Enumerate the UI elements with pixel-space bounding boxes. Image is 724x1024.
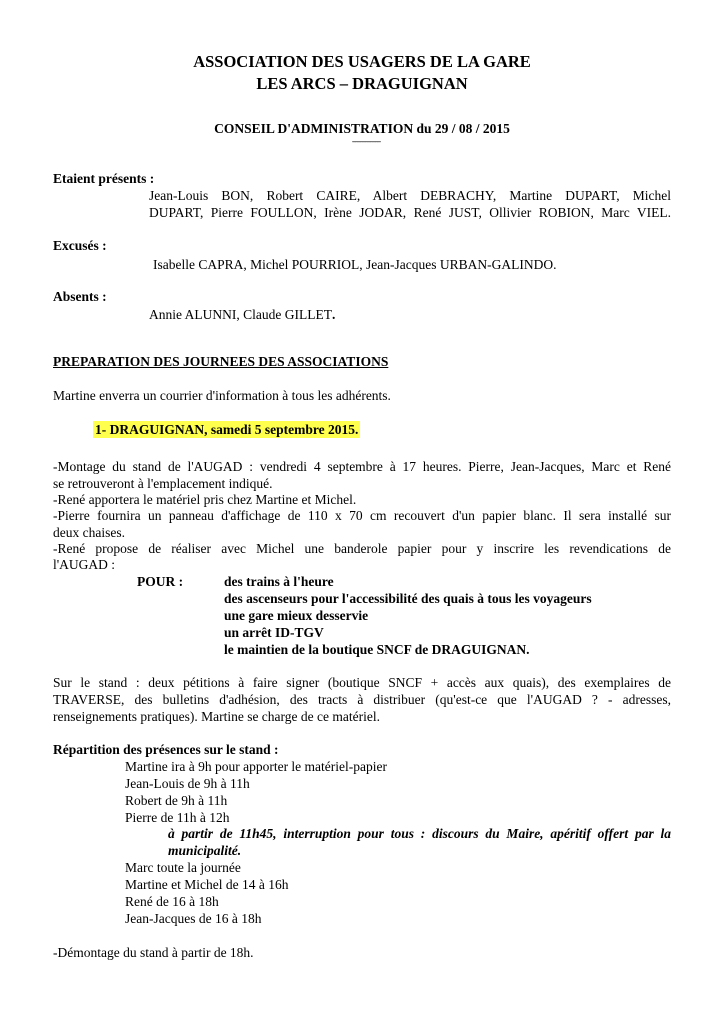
paragraph-banderole-line-1: -René propose de réaliser avec Michel une banderole papier pour y inscrire les revendications de: [53, 541, 671, 556]
subtitle-underline-dots: -----------------: [351, 137, 381, 146]
pour-item: des ascenseurs pour l'accessibilité des quais à tous les voyageurs: [224, 591, 592, 606]
section-intro: Martine enverra un courrier d'information à tous les adhérents.: [53, 388, 391, 403]
section-heading: PREPARATION DES JOURNEES DES ASSOCIATIONS: [53, 354, 389, 369]
title-line-1: ASSOCIATION DES USAGERS DE LA GARE: [193, 52, 531, 71]
excused-names: Isabelle CAPRA, Michel POURRIOL, Jean-Jacques URBAN-GALINDO.: [153, 257, 557, 272]
subheading-draguignan: [93, 421, 360, 438]
pour-item: un arrêt ID-TGV: [224, 625, 324, 640]
schedule-row: René de 16 à 18h: [125, 894, 219, 909]
schedule-row: Robert de 9h à 11h: [125, 793, 228, 808]
schedule-row: Pierre de 11h à 12h: [125, 810, 230, 825]
schedule-note-line-1: à partir de 11h45, interruption pour tous : discours du Maire, apéritif offert par la: [168, 826, 671, 841]
absent-names-period: .: [331, 307, 336, 322]
paragraph-panneau-line-1: -Pierre fournira un panneau d'affichage de 110 x 70 cm recouvert d'un papier blanc. Il sera installé sur: [53, 508, 671, 523]
closing-line: -Démontage du stand à partir de 18h.: [53, 945, 254, 960]
paragraph-panneau-line-2: deux chaises.: [53, 525, 125, 540]
pour-item: une gare mieux desservie: [224, 608, 369, 623]
absent-names-text: Annie ALUNNI, Claude GILLET: [149, 307, 332, 322]
present-names-line-1: Jean-Louis BON, Robert CAIRE, Albert DEBRACHY, Martine DUPART, Michel: [149, 188, 671, 203]
schedule-note-line-2: municipalité.: [168, 843, 242, 858]
pour-label: POUR :: [137, 574, 184, 589]
present-label: Etaient présents :: [53, 171, 155, 186]
stand-line-2: TRAVERSE, des bulletins d'adhésion, des tracts à distribuer (qu'est-ce que l'AUGAD ? - adresses,: [53, 692, 671, 707]
schedule-row: Marc toute la journée: [125, 860, 241, 875]
schedule-row: Jean-Jacques de 16 à 18h: [125, 911, 262, 926]
schedule-row: Martine et Michel de 14 à 16h: [125, 877, 289, 892]
schedule-row: Jean-Louis de 9h à 11h: [125, 776, 250, 791]
paragraph-materiel: -René apportera le matériel pris chez Martine et Michel.: [53, 492, 357, 507]
paragraph-montage-line-2: se retrouveront à l'emplacement indiqué.: [53, 476, 273, 491]
subheading-draguignan-text: 1- DRAGUIGNAN, samedi 5 septembre 2015.: [95, 422, 359, 437]
pour-item: le maintien de la boutique SNCF de DRAGUIGNAN.: [224, 642, 530, 657]
stand-line-3: renseignements pratiques). Martine se charge de ce matériel.: [53, 709, 380, 724]
schedule-heading: Répartition des présences sur le stand :: [53, 742, 279, 757]
title-line-2: LES ARCS – DRAGUIGNAN: [256, 74, 468, 93]
absent-label: Absents :: [53, 289, 107, 304]
pour-item: des trains à l'heure: [224, 574, 334, 589]
paragraph-montage-line-1: -Montage du stand de l'AUGAD : vendredi 4 septembre à 17 heures. Pierre, Jean-Jacques, Marc et René: [53, 459, 671, 474]
paragraph-banderole-line-2: l'AUGAD :: [53, 557, 116, 572]
absent-names: [149, 306, 335, 323]
stand-line-1: Sur le stand : deux pétitions à faire signer (boutique SNCF + accès aux quais), des exemplaires de: [53, 675, 671, 690]
schedule-row: Martine ira à 9h pour apporter le matériel-papier: [125, 759, 388, 774]
present-names-line-2: DUPART, Pierre FOULLON, Irène JODAR, René JUST, Ollivier ROBION, Marc VIEL.: [149, 205, 671, 220]
excused-label: Excusés :: [53, 238, 107, 253]
meeting-subtitle: CONSEIL D'ADMINISTRATION du 29 / 08 / 2015: [214, 121, 510, 136]
